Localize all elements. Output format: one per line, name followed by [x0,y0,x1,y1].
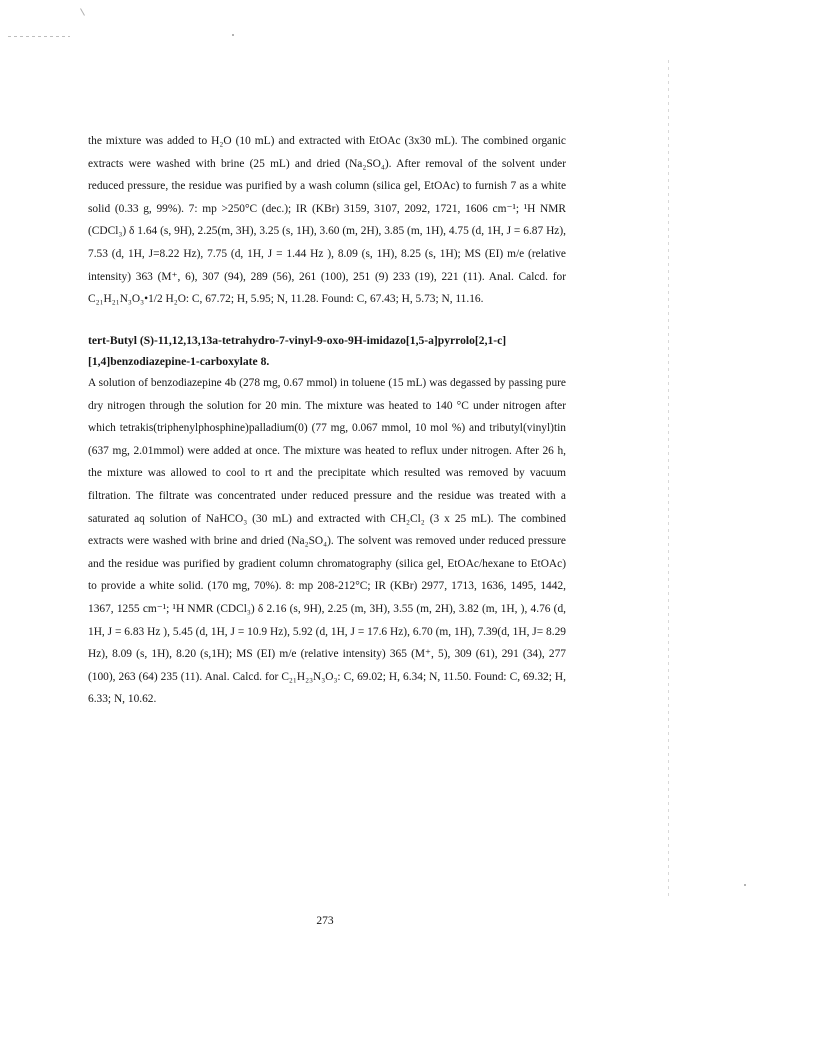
scan-artifact-tick [80,8,85,15]
scan-artifact-dot [232,34,234,36]
paragraph-compound-7 [88,130,566,311]
paragraph-compound-8 [88,372,566,711]
page-number: 273 [316,915,334,927]
scan-artifact-dot [744,884,746,886]
compound-8-heading: tert-Butyl (S)-11,12,13,13a-tetrahydro-7-vinyl-9-oxo-9H-imidazo[1,5-a]pyrrolo[2,1-c][1,4]benzodiazepine-1-carboxylate 8. [88,334,507,368]
scan-artifact-top-left [8,36,70,37]
paragraph-1-text: the mixture was added to H₂O (10 mL) and extracted with EtOAc (3x30 mL). The combined organic extracts were washed with brine (25 mL) and dried (Na₂SO₄). After removal of the solvent under reduced pressure, the residue was purified by a wash column (silica gel, EtOAc) to furnish 7 as a white solid (0.33 g, 99%). 7: mp >250°C (dec.); IR (KBr) 3159, 3107, 2092, 1721, 1606 cm⁻¹; ¹H NMR (CDCl₃) δ 1.64 (s, 9H), 2.25(m, 3H), 3.25 (s, 1H), 3.60 (m, 2H), 3.85 (m, 1H), 4.75 (d, 1H, J = 6.87 Hz), 7.53 (d, 1H, J=8.22 Hz), 7.75 (d, 1H, J = 1.44 Hz ), 8.09 (s, 1H), 8.25 (s, 1H); MS (EI) m/e (relative intensity) 363 (M⁺, 6), 307 (94), 289 (56), 261 (100), 251 (9) 233 (19), 221 (11). Anal. Calcd. for C₂₁H₂₁N₃O₃•1/2 H₂O: C, 67.72; H, 5.95; N, 11.28. Found: C, 67.43; H, 5.73; N, 11.16. [88,135,566,306]
scan-artifact-right-edge [668,60,669,900]
paragraph-2-text: A solution of benzodiazepine 4b (278 mg, 0.67 mmol) in toluene (15 mL) was degassed by passing pure dry nitrogen through the solution for 20 min. The mixture was heated to 140 °C under nitrogen after which tetrakis(triphenylphosphine)palladium(0) (77 mg, 0.067 mmol, 10 mol %) and tributyl(vinyl)tin (637 mg, 2.01mmol) were added at once. The mixture was heated to reflux under nitrogen. After 26 h, the mixture was allowed to cool to rt and the precipitate which resulted was removed by vacuum filtration. The filtrate was concentrated under reduced pressure and the residue was treated with a saturated aq solution of NaHCO₃ (30 mL) and extracted with CH₂Cl₂ (3 x 25 mL). The combined extracts were washed with brine and dried (Na₂SO₄). The solvent was removed under reduced pressure and the residue was purified by gradient column chromatography (silica gel, EtOAc/hexane to EtOAc) to provide a white solid. (170 mg, 70%). 8: mp 208-212°C; IR (KBr) 2977, 1713, 1636, 1495, 1442, 1367, 1255 cm⁻¹; ¹H NMR (CDCl₃) δ 2.16 (s, 9H), 2.25 (m, 3H), 3.55 (m, 2H), 3.82 (m, 1H, ), 4.76 (d, 1H, J = 6.83 Hz ), 5.45 (d, 1H, J = 10.9 Hz), 5.92 (d, 1H, J = 17.6 Hz), 6.70 (m, 1H), 7.39(d, 1H, J= 8.29 Hz), 8.09 (s, 1H), 8.20 (s,1H); MS (EI) m/e (relative intensity) 365 (M⁺, 5), 309 (61), 291 (34), 277 (100), 263 (64) 235 (11). Anal. Calcd. for C₂₁H₂₃N₃O₃: C, 69.02; H, 6.34; N, 11.50. Found: C, 69.32; H, 6.33; N, 10.62. [88,377,566,706]
